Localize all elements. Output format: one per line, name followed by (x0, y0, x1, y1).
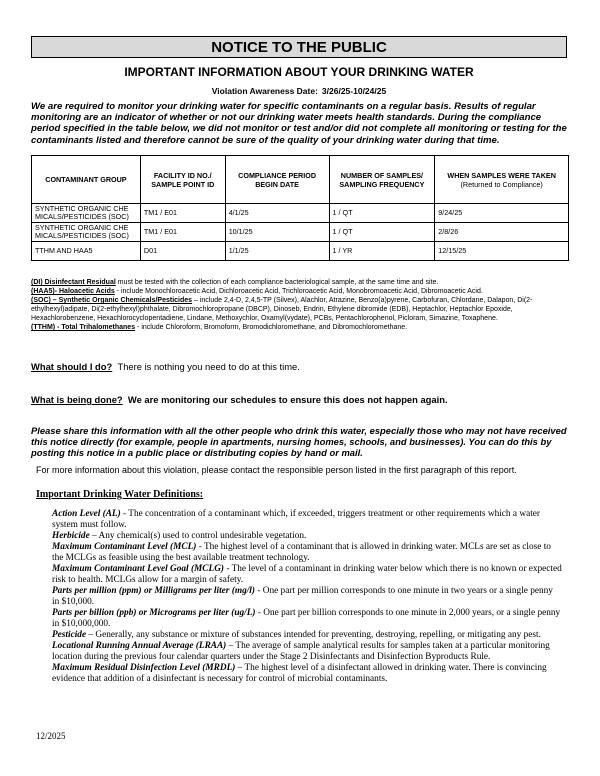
contact-line: For more information about this violation, please contact the responsible person listed in the first paragraph of this report. (36, 465, 517, 475)
contaminant-def-text: - include Monochloroacetic Acid, Dichloroacetic Acid, Trichloroacetic Acid, Monobromoacetic Acid, Dibromoacetic Acid. (114, 288, 483, 295)
contaminant-definitions (31, 278, 571, 332)
definition-text: - The level of a contaminant in drinking water below which there is no known or expected risk to health. MCLGs allow for a margin of safety. (52, 564, 562, 585)
definition-text: – Generally, any substance or mixture of substances intended for preventing, destroying, repelling, or mitigating any pest. (86, 630, 541, 640)
question-label: What should I do? (31, 361, 113, 372)
violation-table (31, 155, 569, 261)
what-is-being-done (31, 394, 448, 405)
definition-term: Herbicide (52, 531, 90, 541)
contaminant-def-term: (DI) Disinfectant Residual (31, 279, 116, 286)
definition-item (52, 641, 562, 663)
table-header-row (32, 156, 569, 204)
header-number-of-samples: NUMBER OF SAMPLES/ SAMPLING FREQUENCY (329, 156, 435, 204)
contaminant-def-term: (TTHM) - Total Trihalomethanes (31, 324, 136, 331)
notice-subtitle: IMPORTANT INFORMATION ABOUT YOUR DRINKING WATER (124, 65, 474, 79)
definition-text: – The highest level of a disinfectant allowed in drinking water. There is convincing evidence that addition of a disinfectant is necessary for control of microbial contaminants. (52, 663, 547, 684)
cell-group: TTHM AND HAA5 (32, 242, 141, 261)
cell-period: 10/1/25 (225, 223, 329, 242)
cell-period: 1/1/25 (225, 242, 329, 261)
definition-text: – The average of sample analytical results for samples taken at a particular monitoring location during the previous four calendar quarters under the Stage 2 Disinfectants and Disinfection Byproducts Rule. (52, 641, 550, 662)
header-when-taken-label: WHEN SAMPLES WERE TAKEN (447, 170, 556, 180)
answer-text: There is nothing you need to do at this time. (117, 361, 300, 372)
definition-text: - One part per billion corresponds to one minute in 2,000 years, or a single penny in $10,000,000. (52, 608, 561, 629)
contaminant-def (31, 287, 571, 296)
cell-samples: 1 / YR (329, 242, 435, 261)
definition-item (52, 564, 562, 586)
header-compliance-period: COMPLIANCE PERIOD BEGIN DATE (225, 156, 329, 204)
cell-samples: 1 / QT (329, 223, 435, 242)
what-should-i-do (31, 361, 300, 372)
definition-item (52, 542, 562, 564)
definition-term: Parts per million (ppm) or Milligrams per liter (mg/l) (52, 586, 255, 596)
definition-term: Maximum Residual Disinfection Level (MRDL) (52, 663, 236, 673)
definition-text: - The concentration of a contaminant which, if exceeded, triggers treatment or other requirements which a water system must follow. (52, 509, 540, 530)
contaminant-def-term: (HAA5)- Haloacetic Acids (31, 288, 115, 295)
cell-samples: 1 / QT (329, 204, 435, 223)
definitions-heading: Important Drinking Water Definitions: (36, 489, 204, 500)
header-facility-id: FACILITY ID NO./ SAMPLE POINT ID (140, 156, 225, 204)
cell-period: 4/1/25 (225, 204, 329, 223)
table-row (32, 223, 569, 242)
table-row (32, 242, 569, 261)
question-label: What is being done? (31, 394, 123, 405)
cell-facility: TM1 / E01 (140, 204, 225, 223)
definitions-list (52, 509, 562, 685)
cell-when: 9/24/25 (435, 204, 569, 223)
cell-facility: D01 (140, 242, 225, 261)
contaminant-def-text: must be tested with the collection of each compliance bacteriological sample, at the same time and site. (115, 279, 439, 286)
cell-when: 2/8/26 (435, 223, 569, 242)
contaminant-def (31, 296, 571, 323)
contaminant-def-text: – include 2,4-D, 2,4,5-TP (Silvex), Alachlor, Atrazine, Benzo(a)pyrene, Carbofuran, Chlordane, Dalapon, Di(2-ethylhexyl)adipate, Di(2-ethylhexyl)phthalate, Dibromochloropropane (DBCP), Dinoseb, Endrin, Ethylene dibromide (EDB), Heptachlor, Heptachlor Epoxide, Hexachlorobenzene, Hexachlorocyclopentadiene, Lindane, Methoxychlor, Oxamyl(vydate), PCBs, Pentachlorophenol, Picloram, Simazine, Toxaphene. (31, 297, 533, 322)
definition-term: Action Level (AL) (52, 509, 121, 519)
contaminant-def (31, 278, 571, 287)
cell-group: SYNTHETIC ORGANIC CHE MICALS/PESTICIDES (SOC) (32, 223, 141, 242)
share-notice: Please share this information with all the other people who drink this water, especially those who may not have received this notice directly (for example, people in apartments, nursing homes, schools, and businesses). You can do this by posting this notice in a public place or distributing copies by hand or mail. (31, 425, 567, 459)
cell-group: SYNTHETIC ORGANIC CHE MICALS/PESTICIDES (SOC) (32, 204, 141, 223)
definition-item (52, 531, 562, 542)
definition-text: - The highest level of a contaminant that is allowed in drinking water. MCLs are set as close to the MCLGs as feasible using the best available treatment technology. (52, 542, 551, 563)
violation-date-value: 3/26/25-10/24/25 (321, 86, 387, 96)
notice-banner: NOTICE TO THE PUBLIC (31, 36, 567, 58)
table-row (32, 204, 569, 223)
definition-text: - One part per million corresponds to one minute in two years or a single penny in $10,000. (52, 586, 553, 607)
definition-term: Locational Running Annual Average (LRAA) (52, 641, 227, 651)
definition-term: Parts per billion (ppb) or Micrograms per liter (ug/L) (52, 608, 256, 618)
definition-item (52, 663, 562, 685)
contaminant-def (31, 323, 571, 332)
answer-text: We are monitoring our schedules to ensure this does not happen again. (127, 394, 448, 405)
contaminant-def-text: - include Chloroform, Bromoform, Bromodichloromethane, and Dibromochloromethane. (135, 324, 408, 331)
definition-term: Maximum Contaminant Level (MCL) (52, 542, 197, 552)
cell-when: 12/15/25 (435, 242, 569, 261)
definition-item (52, 509, 562, 531)
definition-term: Maximum Contaminant Level Goal (MCLG) (52, 564, 225, 574)
cell-facility: TM1 / E01 (140, 223, 225, 242)
definition-item (52, 608, 562, 630)
header-contaminant-group: CONTAMINANT GROUP (32, 156, 141, 204)
intro-paragraph: We are required to monitor your drinking water for specific contaminants on a regular basis. Results of regular monitoring are an indicator of whether or not our drinking water meets health standards. During the compliance period specified in the table below, we did not monitor or test and/or did not complete all monitoring or testing for the contaminants listed and therefore cannot be sure of the quality of your drinking water during that time. (31, 101, 567, 146)
definition-text: – Any chemical(s) used to control undesirable vegetation. (89, 531, 307, 541)
footer-date: 12/2025 (36, 731, 66, 741)
definition-item (52, 630, 562, 641)
definition-item (52, 586, 562, 608)
contaminant-def-term: (SOC) – Synthetic Organic Chemicals/Pesticides (31, 297, 193, 304)
header-when-taken-note: (Returned to Compliance) (460, 179, 543, 189)
violation-date (31, 86, 567, 96)
definition-term: Pesticide (52, 630, 87, 640)
violation-date-label: Violation Awareness Date: (211, 86, 318, 96)
header-when-taken (435, 156, 569, 204)
